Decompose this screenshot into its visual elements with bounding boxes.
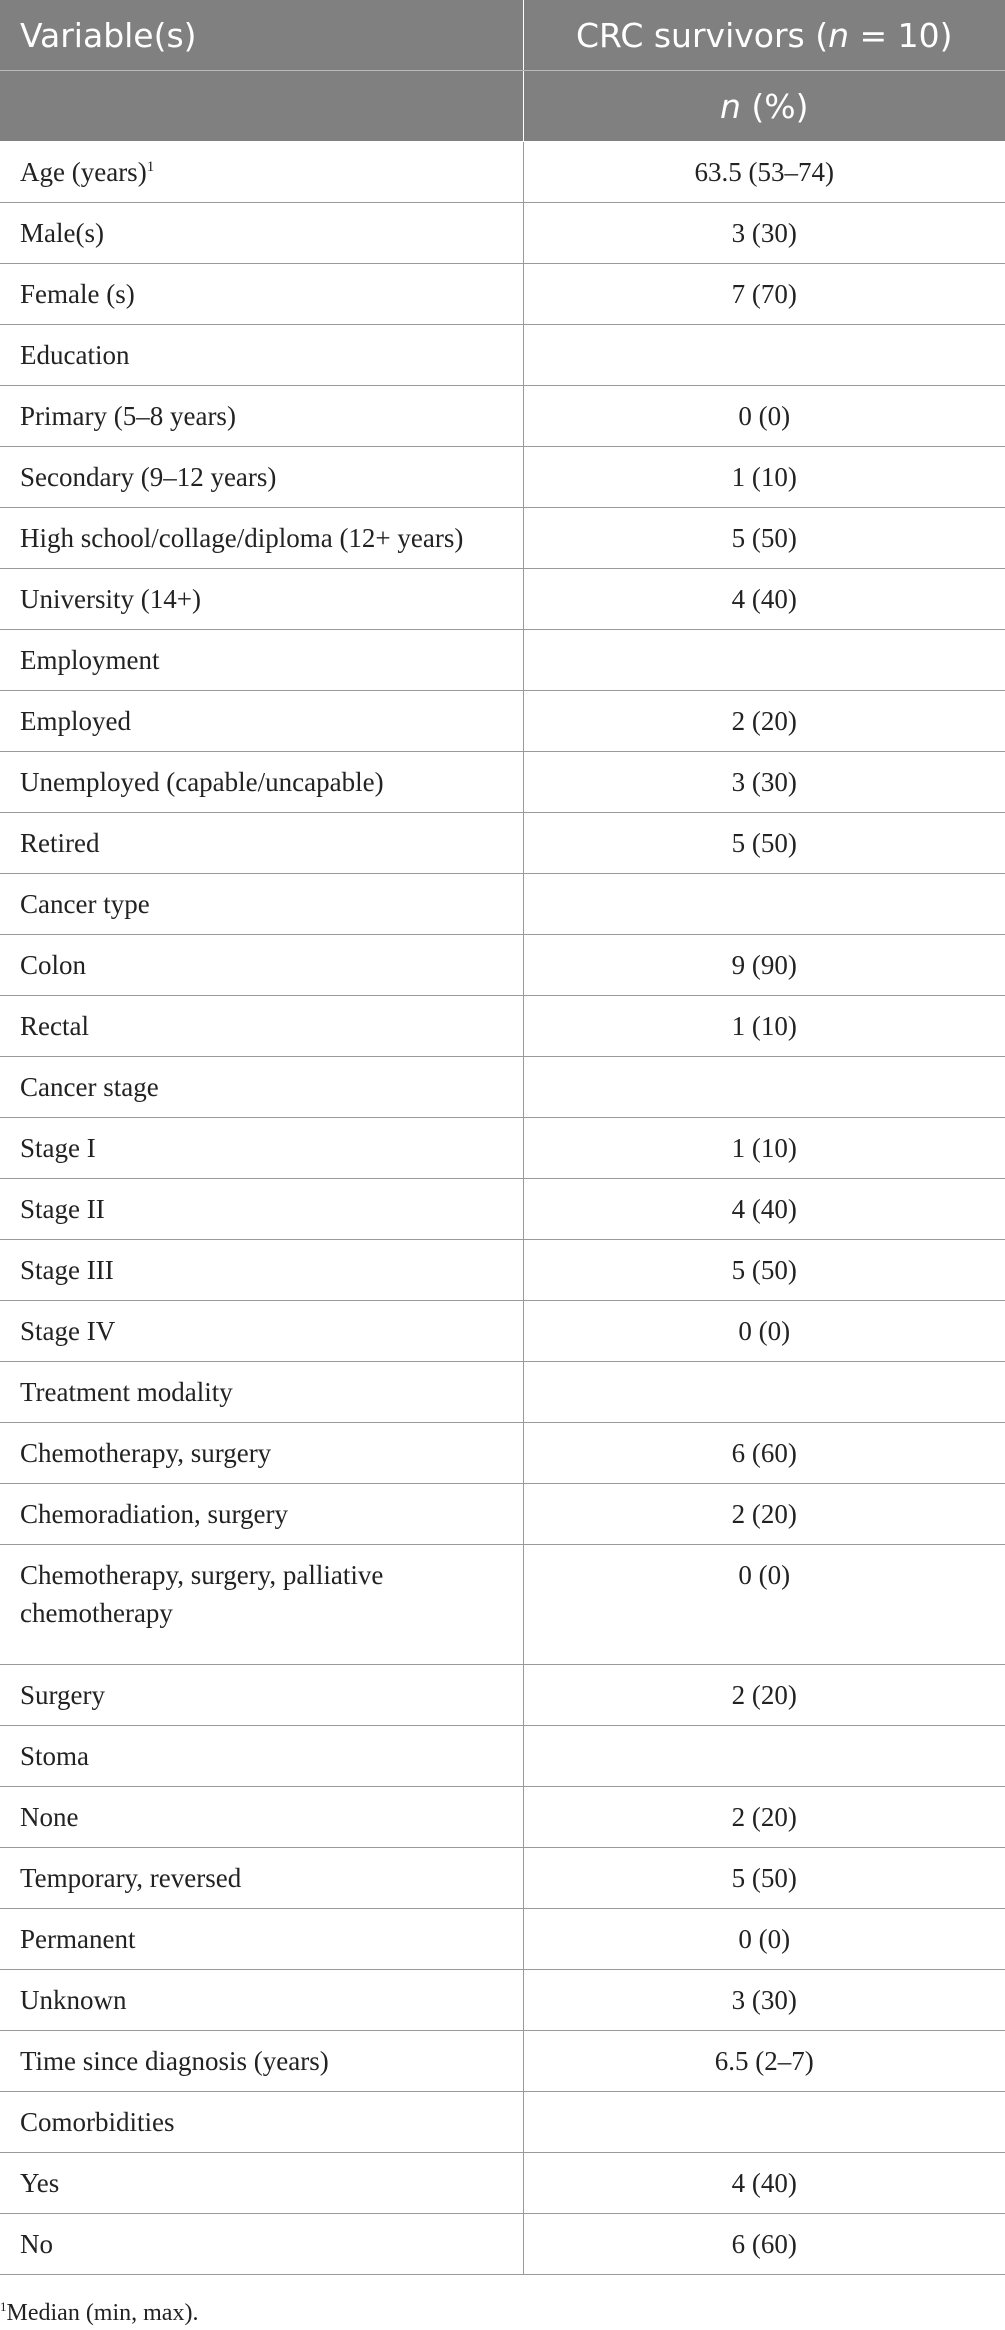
table-row (0, 508, 1005, 569)
row-value-cell (523, 142, 1005, 203)
row-value: 2 (20) (731, 1680, 797, 1710)
row-value: 0 (0) (738, 1560, 791, 1590)
row-label: Chemotherapy, surgery (20, 1438, 272, 1468)
table-row (0, 752, 1005, 813)
row-value: 1 (10) (731, 1011, 797, 1041)
row-label: Primary (5–8 years) (20, 401, 236, 431)
row-label: Permanent (20, 1924, 136, 1954)
row-value-cell (523, 1665, 1005, 1726)
row-label-cell (0, 1545, 523, 1665)
table-row (0, 1970, 1005, 2031)
table-row (0, 1423, 1005, 1484)
row-label-cell (0, 1484, 523, 1545)
header-crc-survivors (523, 0, 1005, 71)
table-row (0, 1665, 1005, 1726)
footnote-text: Median (min, max). (6, 2300, 199, 2326)
row-label-footnote-marker: 1 (146, 159, 155, 175)
row-value: 4 (40) (731, 2168, 797, 2198)
row-value-cell (523, 752, 1005, 813)
row-label-cell (0, 1118, 523, 1179)
row-label: Cancer type (20, 889, 150, 919)
row-value-cell (523, 1787, 1005, 1848)
subheader-n: n (719, 86, 741, 126)
table-body (0, 142, 1005, 2275)
row-label-cell (0, 1240, 523, 1301)
table-row (0, 691, 1005, 752)
row-label: High school/collage/diploma (12+ years) (20, 523, 464, 553)
table-section-row (0, 1057, 1005, 1118)
row-label: Stage II (20, 1194, 105, 1224)
header-row (0, 0, 1005, 71)
row-value-cell (523, 1301, 1005, 1362)
row-value-cell (523, 1970, 1005, 2031)
row-value: 4 (40) (731, 1194, 797, 1224)
row-label-cell (0, 1362, 523, 1423)
table-section-row (0, 325, 1005, 386)
row-label-cell (0, 1057, 523, 1118)
row-label-cell (0, 813, 523, 874)
row-label-cell (0, 1848, 523, 1909)
row-label-cell (0, 2153, 523, 2214)
row-value: 7 (70) (731, 279, 797, 309)
row-label-cell (0, 447, 523, 508)
row-value-cell (523, 630, 1005, 691)
row-label: Retired (20, 828, 100, 858)
row-label-cell (0, 1423, 523, 1484)
row-value-cell (523, 2153, 1005, 2214)
row-label: Male(s) (20, 218, 104, 248)
row-label: Stage III (20, 1255, 114, 1285)
row-value-cell (523, 935, 1005, 996)
table-row (0, 2214, 1005, 2275)
row-value-cell (523, 1848, 1005, 1909)
row-value-cell (523, 1423, 1005, 1484)
header-crc-suffix: = 10) (849, 15, 953, 55)
row-value: 6 (60) (731, 1438, 797, 1468)
row-value-cell (523, 1362, 1005, 1423)
row-value-cell (523, 1545, 1005, 1665)
table-row (0, 1787, 1005, 1848)
row-label: Chemotherapy, surgery, palliative chemotherapy (20, 1560, 384, 1628)
subheader-pct: (%) (740, 86, 809, 126)
table-row (0, 2031, 1005, 2092)
row-value: 5 (50) (731, 1863, 797, 1893)
row-label-cell (0, 1787, 523, 1848)
subheader-n-percent (523, 71, 1005, 142)
row-value: 2 (20) (731, 1499, 797, 1529)
row-label-cell (0, 874, 523, 935)
row-label-cell (0, 142, 523, 203)
table-row (0, 447, 1005, 508)
table-section-row (0, 2092, 1005, 2153)
row-value: 5 (50) (731, 523, 797, 553)
table-row (0, 1484, 1005, 1545)
row-value-cell (523, 874, 1005, 935)
row-label: University (14+) (20, 584, 201, 614)
table-row (0, 935, 1005, 996)
table-header (0, 0, 1005, 142)
row-value-cell (523, 1057, 1005, 1118)
row-label: Time since diagnosis (years) (20, 2046, 329, 2076)
table-row (0, 1545, 1005, 1665)
row-value-cell (523, 1909, 1005, 1970)
table-section-row (0, 1362, 1005, 1423)
row-value: 2 (20) (731, 1802, 797, 1832)
row-value: 1 (10) (731, 462, 797, 492)
row-value-cell (523, 1484, 1005, 1545)
row-value-cell (523, 2214, 1005, 2275)
row-label-cell (0, 752, 523, 813)
row-value: 3 (30) (731, 1985, 797, 2015)
table-footnote (0, 2300, 198, 2327)
row-label-cell (0, 935, 523, 996)
row-value-cell (523, 1726, 1005, 1787)
row-label: Education (20, 340, 130, 370)
table-row (0, 1240, 1005, 1301)
row-label-cell (0, 1665, 523, 1726)
row-value-cell (523, 1240, 1005, 1301)
row-value: 6 (60) (731, 2229, 797, 2259)
row-label-cell (0, 386, 523, 447)
row-label: Stage I (20, 1133, 96, 1163)
row-value-cell (523, 813, 1005, 874)
row-value-cell (523, 386, 1005, 447)
row-value: 0 (0) (738, 401, 791, 431)
row-label-cell (0, 1301, 523, 1362)
row-label: Yes (20, 2168, 60, 2198)
row-value-cell (523, 2031, 1005, 2092)
row-label-cell (0, 2092, 523, 2153)
row-label: Stoma (20, 1741, 90, 1771)
table-row (0, 1301, 1005, 1362)
table-row (0, 813, 1005, 874)
row-label-cell (0, 325, 523, 386)
row-label: Temporary, reversed (20, 1863, 242, 1893)
table-row (0, 1848, 1005, 1909)
row-label: Cancer stage (20, 1072, 159, 1102)
row-label-cell (0, 691, 523, 752)
row-label: None (20, 1802, 79, 1832)
row-label: Age (years) (20, 157, 147, 187)
row-label: No (20, 2229, 53, 2259)
row-value: 63.5 (53–74) (694, 157, 834, 187)
row-label: Rectal (20, 1011, 89, 1041)
row-label-cell (0, 1179, 523, 1240)
row-label-cell (0, 508, 523, 569)
row-label-cell (0, 996, 523, 1057)
row-label: Comorbidities (20, 2107, 175, 2137)
row-label: Unknown (20, 1985, 127, 2015)
row-value: 4 (40) (731, 584, 797, 614)
row-value: 2 (20) (731, 706, 797, 736)
row-value-cell (523, 325, 1005, 386)
row-value: 6.5 (2–7) (714, 2046, 814, 2076)
row-label: Female (s) (20, 279, 135, 309)
table-row (0, 386, 1005, 447)
row-value-cell (523, 447, 1005, 508)
row-value-cell (523, 691, 1005, 752)
table-row (0, 1909, 1005, 1970)
row-value-cell (523, 264, 1005, 325)
row-label-cell (0, 2031, 523, 2092)
row-label-cell (0, 1726, 523, 1787)
footnote-marker: 1 (0, 2299, 7, 2314)
row-value: 3 (30) (731, 218, 797, 248)
header-crc-prefix: CRC survivors ( (576, 15, 829, 55)
row-label: Unemployed (capable/uncapable) (20, 767, 384, 797)
row-value: 5 (50) (731, 1255, 797, 1285)
table-row (0, 1179, 1005, 1240)
table-row (0, 569, 1005, 630)
row-value: 9 (90) (731, 950, 797, 980)
row-label: Employment (20, 645, 160, 675)
row-label: Secondary (9–12 years) (20, 462, 277, 492)
row-value-cell (523, 508, 1005, 569)
row-value: 3 (30) (731, 767, 797, 797)
subheader-empty (0, 71, 523, 142)
table-section-row (0, 1726, 1005, 1787)
row-label: Surgery (20, 1680, 105, 1710)
table-row (0, 1118, 1005, 1179)
row-label-cell (0, 1909, 523, 1970)
row-label-cell (0, 203, 523, 264)
row-label-cell (0, 1970, 523, 2031)
table-row (0, 2153, 1005, 2214)
row-label: Treatment modality (20, 1377, 233, 1407)
row-value: 1 (10) (731, 1133, 797, 1163)
row-label-cell (0, 630, 523, 691)
row-value-cell (523, 996, 1005, 1057)
row-label-cell (0, 264, 523, 325)
table-row (0, 142, 1005, 203)
row-label-cell (0, 2214, 523, 2275)
header-crc-n: n (828, 15, 849, 55)
row-value-cell (523, 1118, 1005, 1179)
row-value: 0 (0) (738, 1316, 791, 1346)
row-value-cell (523, 569, 1005, 630)
row-label: Chemoradiation, surgery (20, 1499, 288, 1529)
row-label: Employed (20, 706, 131, 736)
table-section-row (0, 874, 1005, 935)
row-value-cell (523, 1179, 1005, 1240)
row-label: Colon (20, 950, 87, 980)
row-label: Stage IV (20, 1316, 116, 1346)
table-row (0, 264, 1005, 325)
row-value-cell (523, 203, 1005, 264)
row-label-cell (0, 569, 523, 630)
subheader-row (0, 71, 1005, 142)
table-row (0, 996, 1005, 1057)
row-value: 0 (0) (738, 1924, 791, 1954)
table-row (0, 203, 1005, 264)
row-value: 5 (50) (731, 828, 797, 858)
row-value-cell (523, 2092, 1005, 2153)
header-variables: Variable(s) (0, 0, 523, 71)
table-section-row (0, 630, 1005, 691)
